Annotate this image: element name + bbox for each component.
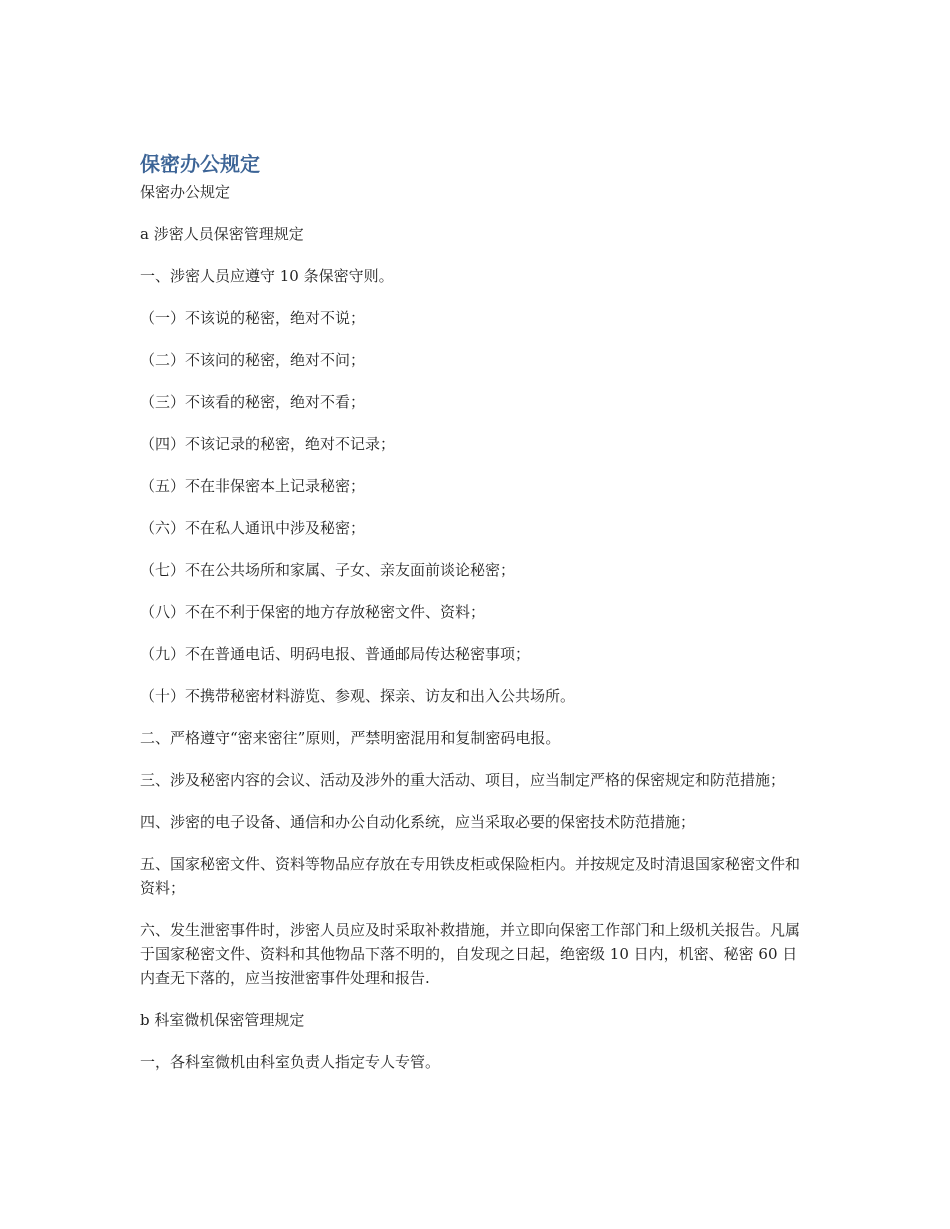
paragraph-rule-4: 四、涉密的电子设备、通信和办公自动化系统，应当采取必要的保密技术防范措施； xyxy=(140,813,696,831)
paragraph-item-3: （三）不该看的秘密，绝对不看； xyxy=(140,393,366,411)
paragraph-item-6: （六）不在私人通讯中涉及秘密； xyxy=(140,519,366,537)
document-page xyxy=(140,148,810,1092)
paragraph-rule-6: 六、发生泄密事件时，涉密人员应及时采取补救措施，并立即向保密工作部门和上级机关报告。凡属于国家秘密文件、资料和其他物品下落不明的，自发现之日起，绝密级 10 日内，机密、秘密 60 日内查无下落的，应当按泄密事件处理和报告. xyxy=(140,921,801,987)
section-heading-b: b 科室微机保密管理规定 xyxy=(140,1011,305,1029)
paragraph-item-8: （八）不在不利于保密的地方存放秘密文件、资料； xyxy=(140,603,486,621)
paragraph-b-rule-1: 一，各科室微机由科室负责人指定专人专管。 xyxy=(140,1053,441,1071)
paragraph-item-7: （七）不在公共场所和家属、子女、亲友面前谈论秘密； xyxy=(140,561,516,579)
paragraph-item-9: （九）不在普通电话、明码电报、普通邮局传达秘密事项； xyxy=(140,645,531,663)
document-subtitle: 保密办公规定 xyxy=(140,183,231,201)
paragraph-rule-1: 一、涉密人员应遵守 10 条保密守则。 xyxy=(140,267,394,285)
paragraph-item-5: （五）不在非保密本上记录秘密； xyxy=(140,477,366,495)
paragraph-item-1: （一）不该说的秘密，绝对不说； xyxy=(140,309,366,327)
document-title: 保密办公规定 xyxy=(140,152,260,176)
paragraph-rule-2: 二、严格遵守“密来密往”原则，严禁明密混用和复制密码电报。 xyxy=(140,729,561,747)
paragraph-rule-5: 五、国家秘密文件、资料等物品应存放在专用铁皮柜或保险柜内。并按规定及时清退国家秘密文件和资料； xyxy=(140,855,801,897)
paragraph-item-2: （二）不该问的秘密，绝对不问； xyxy=(140,351,366,369)
section-heading-a: a 涉密人员保密管理规定 xyxy=(140,225,304,243)
paragraph-rule-3: 三、涉及秘密内容的会议、活动及涉外的重大活动、项目，应当制定严格的保密规定和防范措施； xyxy=(140,771,786,789)
paragraph-item-4: （四）不该记录的秘密，绝对不记录； xyxy=(140,435,396,453)
paragraph-item-10: （十）不携带秘密材料游览、参观、探亲、访友和出入公共场所。 xyxy=(140,687,576,705)
